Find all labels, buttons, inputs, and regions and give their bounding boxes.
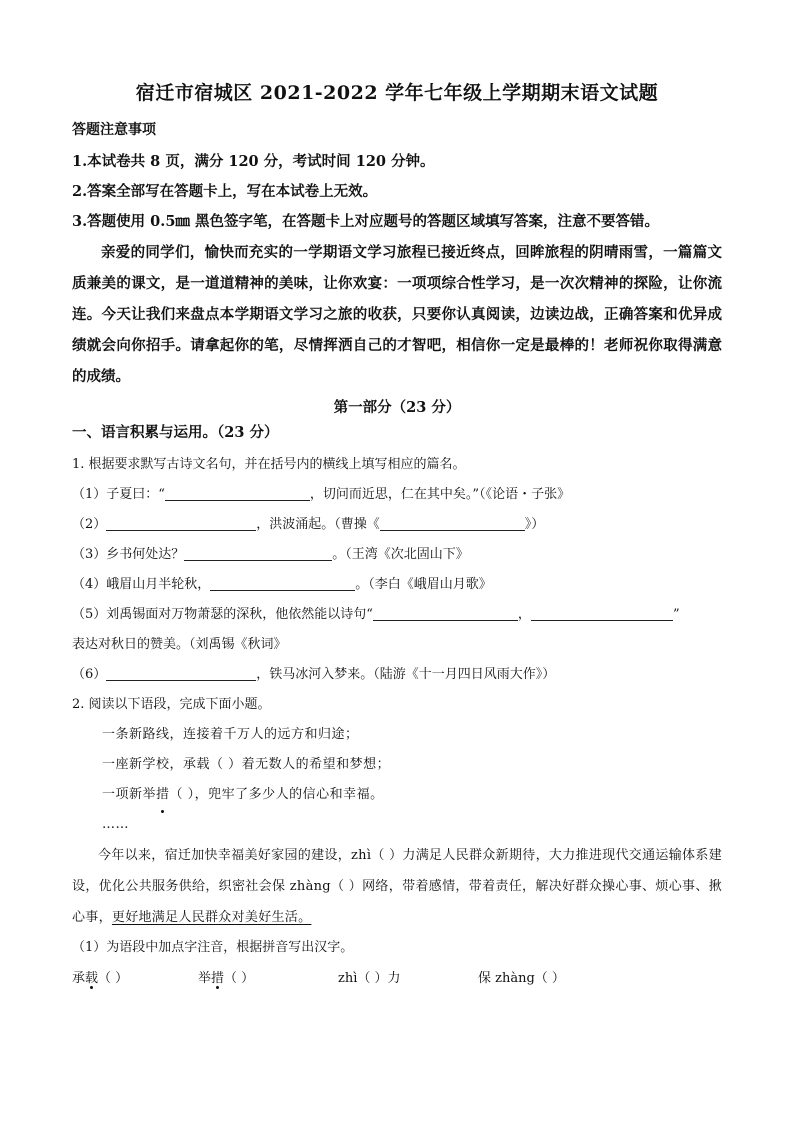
title-blank[interactable] — [380, 514, 525, 531]
page-title: 宿迁市宿城区 2021-2022 学年七年级上学期期末语文试题 — [135, 82, 659, 104]
answer-blank[interactable] — [184, 544, 332, 561]
part-title: 第一部分（23 分） — [333, 399, 461, 416]
question-1-item-5: （5）刘禹锡面对万物萧瑟的深秋，他依然能以诗句“ ， ” — [72, 600, 722, 630]
passage-ellipsis: …… — [102, 817, 129, 832]
passage-line-3: 一项新举措（ ），兜牢了多少人的信心和幸福。 — [102, 780, 722, 810]
answer-cell-4[interactable]: 保 zhàng（ ） — [478, 971, 565, 986]
question-1-item-2: （2） ，洪波涌起。（曹操《 》） — [72, 510, 722, 540]
emphasis-dot-char: 措 — [156, 780, 170, 810]
answer-blank[interactable] — [165, 484, 310, 501]
answer-blank[interactable] — [106, 664, 256, 681]
answer-blank[interactable] — [531, 604, 673, 621]
question-1-item-3: （3）乡书何处达？ 。（王湾《次北固山下》 — [72, 540, 722, 570]
question-1-item-5-cont: 表达对秋日的赞美。（刘禹锡《秋词》 — [72, 637, 287, 652]
question-1-item-6: （6） ，铁马冰河入梦来。（陆游《十一月四日风雨大作》） — [72, 660, 722, 690]
answer-blank[interactable] — [210, 574, 355, 591]
answer-blank[interactable] — [106, 514, 256, 531]
answer-blank[interactable] — [373, 604, 518, 621]
answer-cell-3[interactable]: zhì（ ）力 — [338, 971, 401, 986]
answer-row — [72, 967, 722, 986]
notice-rule-1: 1.本试卷共 8 页，满分 120 分，考试时间 120 分钟。 — [72, 153, 435, 170]
question-2-sub-1: （1）为语段中加点字注音，根据拼音写出汉字。 — [72, 940, 354, 955]
passage-line-1: 一条新路线，连接着千万人的远方和归途； — [102, 727, 359, 742]
notice-rule-2: 2.答案全部写在答题卡上，写在本试卷上无效。 — [72, 183, 378, 200]
question-1-item-4: （4）峨眉山月半轮秋， 。（李白《峨眉山月歌》 — [72, 570, 722, 600]
passage-line-2: 一座新学校，承载（ ）着无数人的希望和梦想； — [102, 757, 391, 772]
notice-rule-3: 3.答题使用 0.5㎜ 黑色签字笔，在答题卡上对应题号的答题区域填写答案，注意不要答错。 — [72, 213, 659, 230]
passage-paragraph: 今年以来，宿迁加快幸福美好家园的建设，zhì（ ）力满足人民群众新期待，大力推进现代交通运输体系建设，优化公共服务供给，织密社会保 zhàng（ ）网络，带着感情，带着责任，解决好群众操心事、烦心事、揪心事，更好地满足人民群众对美好生活。 — [72, 848, 722, 925]
question-1-item-1: （1）子夏曰：“ ，切问而近思，仁在其中矣。”（《论语・子张》 — [72, 480, 722, 510]
question-1-prompt: 1. 根据要求默写古诗文名句，并在括号内的横线上填写相应的篇名。 — [72, 457, 466, 472]
question-2-prompt: 2. 阅读以下语段，完成下面小题。 — [72, 697, 271, 712]
section-title: 一、语言积累与运用。（23 分） — [72, 424, 279, 441]
answer-cell-2[interactable]: 举措（ ） — [198, 967, 338, 986]
answer-cell-1[interactable]: 承载（ ） — [72, 967, 198, 986]
intro-paragraph: 亲爱的同学们，愉快而充实的一学期语文学习旅程已接近终点，回眸旅程的阴晴雨雪，一篇篇文质兼美的课文，是一道道精神的美味，让你欢宴：一项项综合性学习，是一次次精神的探险，让你流连。今天让我们来盘点本学期语文学习之旅的收获，只要你认真阅读，边读边战，正确答案和优异成绩就会向你招手。请拿起你的笔，尽情挥洒自己的才智吧，相信你一定是最棒的！老师祝你取得满意的成绩。 — [72, 244, 722, 385]
notice-heading: 答题注意事项 — [72, 122, 156, 138]
underlined-sentence: 更好地满足人民群众对美好生活。 — [111, 910, 312, 925]
